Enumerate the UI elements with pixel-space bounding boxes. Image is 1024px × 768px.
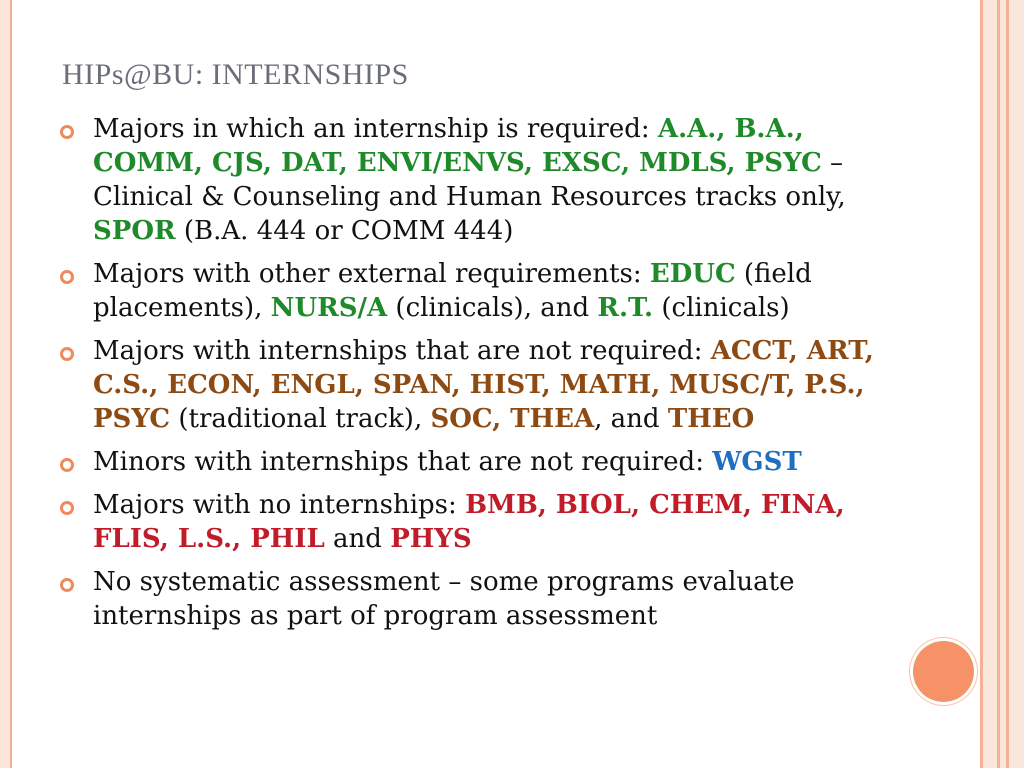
- bullet-marker-icon: [60, 458, 74, 472]
- optional-majors: ACCT, ART, C.S., ECON, ENGL, SPAN, HIST, MATH, MUSC/T, P.S., PSYC: [93, 336, 874, 434]
- bullet-list: [60, 112, 900, 642]
- left-border-decoration: [0, 0, 12, 768]
- bullet-external-requirements: Majors with other external requirements: EDUC (field placements), NURS/A (clinicals), and R.T. (clinicals): [60, 257, 900, 325]
- bullet-minors-internships: Minors with internships that are not required: WGST: [60, 445, 900, 479]
- bullet-marker-icon: [60, 578, 74, 592]
- right-stripes-decoration: [980, 0, 1024, 768]
- bullet-no-internships: Majors with no internships: BMB, BIOL, CHEM, FINA, FLIS, L.S., PHIL and PHYS: [60, 488, 900, 556]
- spor-major: SPOR: [93, 216, 176, 246]
- bullet-marker-icon: [60, 501, 74, 515]
- bullet-marker-icon: [60, 347, 74, 361]
- decorative-circle: [913, 641, 974, 702]
- rt-major: R.T.: [597, 293, 654, 323]
- bullet-optional-internships: Majors with internships that are not required: ACCT, ART, C.S., ECON, ENGL, SPAN, HIST, MATH, MUSC/T, P.S., PSYC (traditional track), SOC, THEA, and THEO: [60, 334, 900, 436]
- bullet-marker-icon: [60, 270, 74, 284]
- phys-major: PHYS: [390, 524, 472, 554]
- bullet-assessment: No systematic assessment – some programs evaluate internships as part of program assessment: [60, 565, 900, 633]
- required-majors: A.A., B.A., COMM, CJS, DAT, ENVI/ENVS, EXSC, MDLS, PSYC: [93, 114, 822, 178]
- no-internship-majors: BMB, BIOL, CHEM, FINA, FLIS, L.S., PHIL: [93, 490, 845, 554]
- theo-major: THEO: [667, 404, 755, 434]
- wgst-minor: WGST: [712, 447, 802, 477]
- bullet-required-internships: Majors in which an internship is required: A.A., B.A., COMM, CJS, DAT, ENVI/ENVS, EXSC, MDLS, PSYC – Clinical & Counseling and Human Resources tracks only, SPOR (B.A. 444 or COMM 444): [60, 112, 900, 248]
- soc-thea-majors: SOC, THEA: [430, 404, 595, 434]
- educ-major: EDUC: [649, 259, 736, 289]
- slide-title: HIPs@BU: INTERNSHIPS: [62, 58, 409, 91]
- bullet-marker-icon: [60, 125, 74, 139]
- nurs-major: NURS/A: [270, 293, 388, 323]
